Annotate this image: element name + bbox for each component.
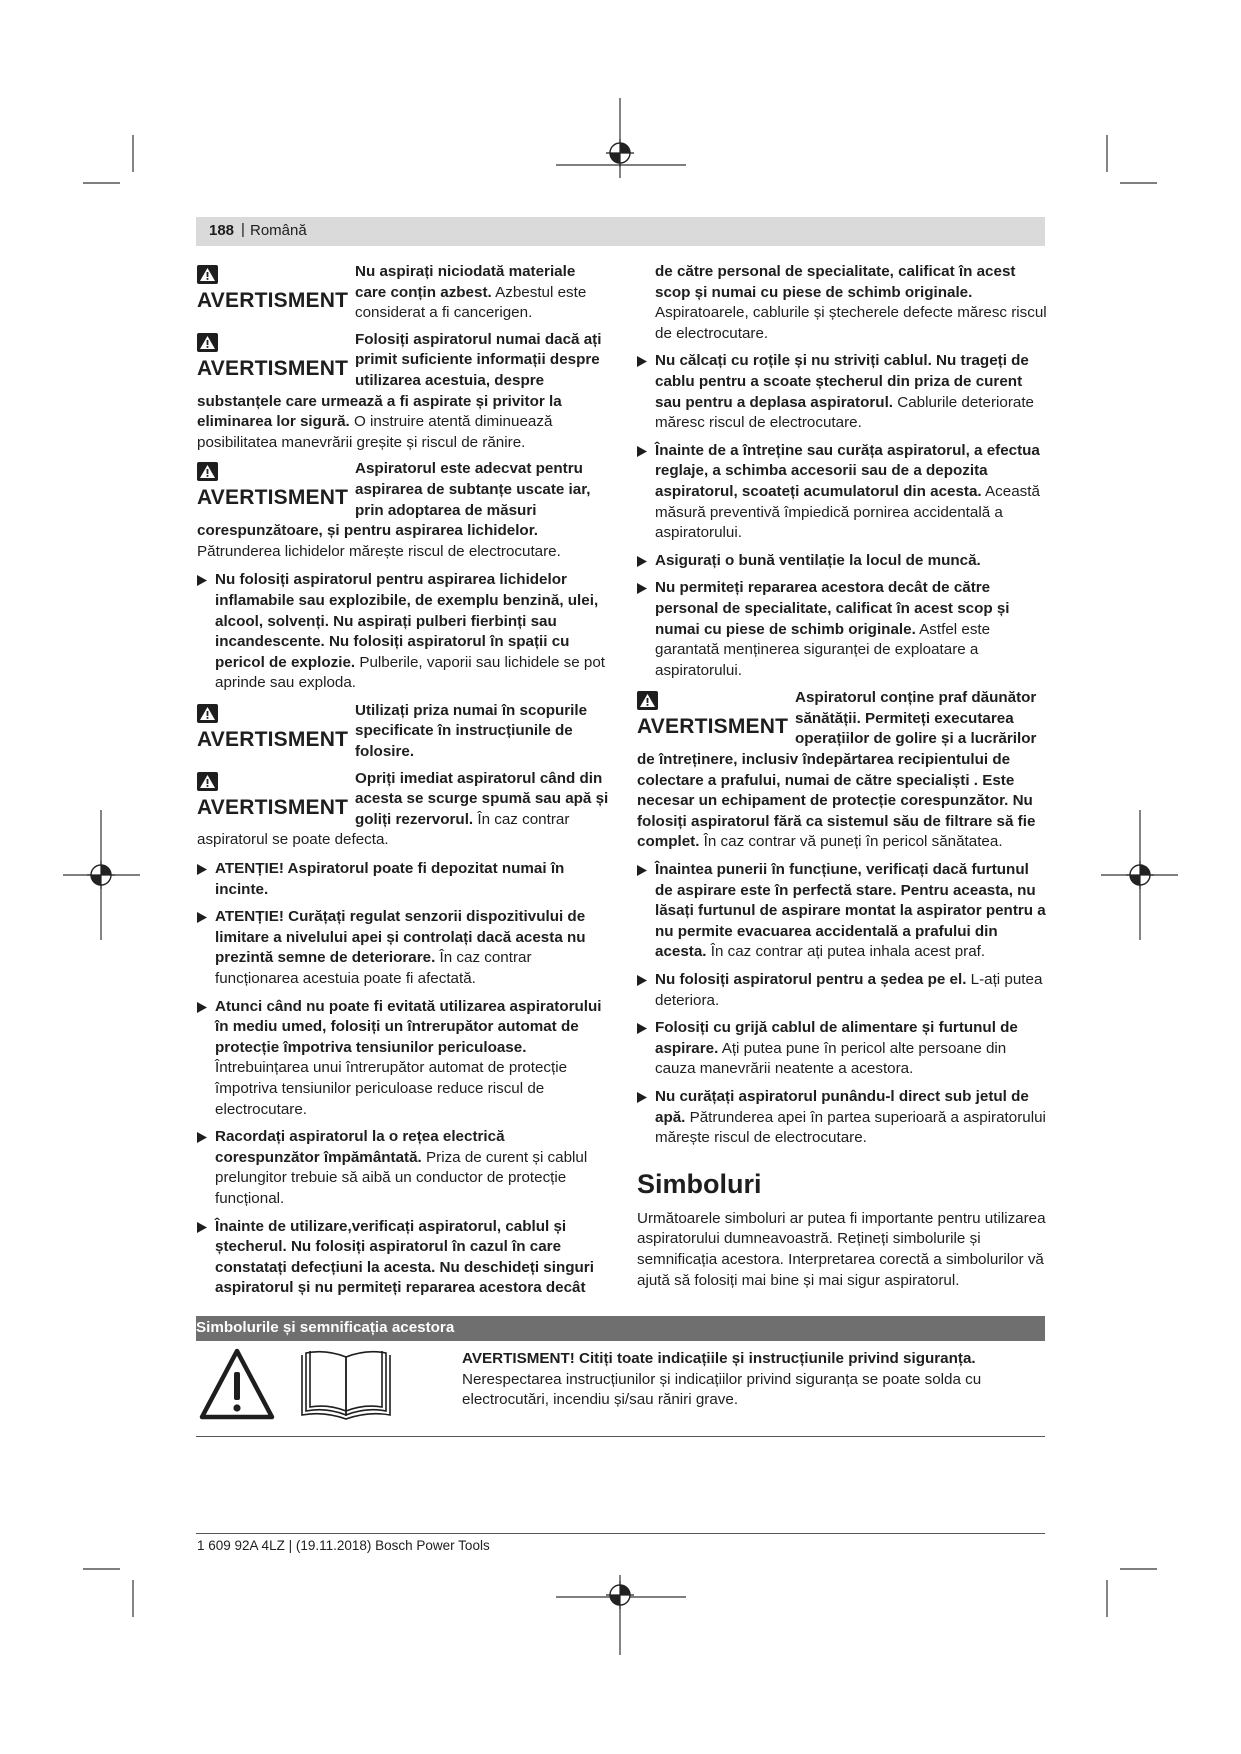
- bullet-arrow-icon: [197, 575, 207, 586]
- warning-triangle-icon: [197, 462, 218, 481]
- warning-triangle-icon: [197, 265, 218, 284]
- warning-label: [197, 262, 353, 313]
- right-column: [637, 262, 1049, 1298]
- warning-block: [197, 701, 609, 763]
- safety-bullet: Folosiți cu grijă cablul de alimentare și furtunul de aspirare. Ați putea pune în pericol alte persoane din cauza manevrării neatente a acestora.: [637, 1018, 1049, 1080]
- warning-word: AVERTISMENT: [197, 289, 349, 312]
- section-heading: Simboluri: [637, 1168, 762, 1199]
- warning-word: AVERTISMENT: [197, 356, 349, 380]
- warning-word: AVERTISMENT: [197, 795, 349, 819]
- warning-text: Folosiți aspiratorul numai dacă ați primit suficiente informații despre utilizarea acestuia, despre substanțele care urmează a fi aspirate și privitor la eliminarea lor sigură. O instruire atentă diminuează posibilitatea manevrării greșite și riscul de rănire.: [197, 330, 602, 451]
- warning-block: [197, 262, 609, 324]
- bullet-arrow-icon: [637, 446, 647, 457]
- warning-text: Aspiratorul conține praf dăunător sănătății. Permiteți executarea operațiilor de golire și a lucrărilor de întreținere, inclusiv îndepărtarea recipientului de colectare a prafului, numai de către specialiști . Este necesar un echipament de protecție corespunzător. Nu folosiți aspiratorul fără ca sistemul său de filtrare să fie complet. În caz contrar vă puneți în pericol sănătatea.: [637, 689, 1037, 851]
- bullet-arrow-icon: [637, 1092, 647, 1103]
- safety-bullet: Asigurați o bună ventilație la locul de muncă.: [637, 551, 1049, 572]
- safety-bullet: ATENȚIE! Curățați regulat senzorii dispozitivului de limitare a nivelului apei și controlați dacă acesta nu prezintă semne de deteriorare. În caz contrar funcționarea acestuia poate fi afectată.: [197, 907, 609, 989]
- page-header: [196, 217, 1045, 246]
- warning-block: [197, 459, 609, 562]
- warning-label: [197, 769, 353, 820]
- warning-text: Aspiratorul este adecvat pentru aspirarea de subtanțe uscate iar, prin adoptarea de măsuri corespunzătoare, și pentru aspirarea lichidelor. Pătrunderea lichidelor mărește riscul de electrocutare.: [197, 460, 591, 560]
- safety-bullet: Nu folosiți aspiratorul pentru aspirarea lichidelor inflamabile sau explozibile, de exemplu benzină, ulei, alcool, solvenți. Nu aspirați pulberi fierbinți sau incandescente. Nu folosiți aspiratorul în spații cu pericol de explozie. Pulberile, vaporii sau lichidele se pot aprinde sau exploda.: [197, 570, 609, 694]
- bullet-arrow-icon: [197, 1132, 207, 1143]
- safety-bullet: ATENȚIE! Aspiratorul poate fi depozitat numai în incinte.: [197, 859, 609, 900]
- warning-text: Utilizați priza numai în scopurile specificate în instrucțiunile de folosire.: [355, 701, 588, 761]
- safety-bullet: Nu curățați aspiratorul punându-l direct sub jetul de apă. Pătrunderea apei în partea superioară a aspiratorului mărește riscul de electrocutare.: [637, 1087, 1049, 1149]
- warning-word: AVERTISMENT: [197, 727, 349, 751]
- warning-triangle-icon: [197, 333, 218, 352]
- page-footer: 1 609 92A 4LZ | (19.11.2018) Bosch Power Tools: [197, 1538, 490, 1553]
- symbol-description-title: AVERTISMENT! Citiți toate indicațiile și instrucțiunile privind siguranța.: [462, 1350, 976, 1367]
- warning-label: [637, 688, 793, 739]
- safety-bullet: Nu permiteți repararea acestora decât de către personal de specialitate, calificat în acest scop și numai cu piese de schimb originale. Astfel este garantată menținerea siguranței de exploatare a aspiratorului.: [637, 578, 1049, 681]
- warning-triangle-icon: [197, 772, 218, 791]
- bullet-arrow-icon: [637, 1023, 647, 1034]
- section-paragraph: Următoarele simboluri ar putea fi importante pentru utilizarea aspiratorului dumneavoastră. Rețineți simbolurile și semnificația acestora. Interpretarea corectă a simbolurilor vă ajută să folosiți mai bine și mai sigur aspiratorul.: [637, 1209, 1046, 1289]
- warning-label: [197, 701, 353, 752]
- warning-text: Nu aspirați niciodată materiale care conțin azbest. Azbestul este considerat a fi cancerigen.: [355, 263, 587, 322]
- footer-divider: [196, 1533, 1045, 1534]
- bullet-arrow-icon: [637, 556, 647, 567]
- symbols-table-header: [196, 1316, 1045, 1341]
- page-number: 188: [209, 222, 235, 239]
- open-manual-icon: [298, 1349, 394, 1423]
- bullet-arrow-icon: [637, 865, 647, 876]
- safety-bullet: Nu călcați cu roțile și nu striviți cablul. Nu trageți de cablu pentru a scoate ștecherul din priza de curent sau pentru a deplasa aspiratorul. Cablurile deteriorate măresc riscul de electrocutare.: [637, 351, 1049, 433]
- safety-bullet: Înainte de a întreține sau curăța aspiratorul, a efectua reglaje, a schimba accesorii sau de a depozita aspiratorul, scoateți acumulatorul din acesta. Această măsură preventivă împiedică pornirea accidentală a aspiratorului.: [637, 441, 1049, 544]
- bullet-arrow-icon: [637, 356, 647, 367]
- safety-bullet: Nu folosiți aspiratorul pentru a ședea pe el. L-ați putea deteriora.: [637, 970, 1049, 1011]
- table-divider: [196, 1436, 1045, 1437]
- symbols-table-title: Simbolurile și semnificația acestora: [196, 1319, 455, 1336]
- warning-sign-icon: [198, 1347, 276, 1422]
- bullet-arrow-icon: [197, 864, 207, 875]
- header-separator: |: [241, 221, 245, 238]
- safety-bullet: Atunci când nu poate fi evitată utilizarea aspiratorului în mediu umed, folosiți un întrerupător automat de protecție împotriva tensiunilor periculoase. Întrebuințarea unui întrerupător automat de protecție împotriva tensiunilor periculoase reduce riscul de electrocutare.: [197, 997, 609, 1121]
- warning-block: [197, 330, 609, 454]
- warning-word: AVERTISMENT: [637, 715, 789, 739]
- warning-triangle-icon: [197, 704, 218, 723]
- header-language: Română: [250, 222, 307, 239]
- warning-label: [197, 330, 353, 381]
- warning-block: [197, 769, 609, 851]
- continued-paragraph: de către personal de specialitate, calificat în acest scop și numai cu piese de schimb originale. Aspiratoarele, cablurile și ștecherele defecte măresc riscul de electrocutare.: [655, 263, 1047, 342]
- safety-bullet: Racordați aspiratorul la o rețea electrică corespunzător împământată. Priza de curent și cablul prelungitor trebuie să aibă un conductor de protecție funcțional.: [197, 1127, 609, 1209]
- safety-bullet: Înaintea punerii în funcțiune, verificați dacă furtunul de aspirare este în perfectă stare. Pentru aceasta, nu lăsați furtunul de aspirare montat la aspirator pentru a nu permite evacuarea accidentală a prafului din acesta. În caz contrar ați putea inhala acest praf.: [637, 860, 1049, 963]
- bullet-arrow-icon: [637, 583, 647, 594]
- bullet-arrow-icon: [637, 975, 647, 986]
- symbol-description: [462, 1349, 1042, 1411]
- warning-word: AVERTISMENT: [197, 486, 349, 510]
- warning-block: [637, 688, 1049, 853]
- warning-text: Opriți imediat aspiratorul când din acesta se scurge spumă sau apă și goliți rezervorul. În caz contrar aspiratorul se poate defecta.: [197, 769, 609, 849]
- symbol-description-body: Nerespectarea instrucțiunilor și indicațiilor privind siguranța se poate solda cu electrocutări, incendiu și/sau răniri grave.: [462, 1370, 982, 1409]
- bullet-arrow-icon: [197, 1002, 207, 1013]
- warning-triangle-icon: [637, 691, 658, 710]
- bullet-arrow-icon: [197, 1222, 207, 1233]
- bullet-arrow-icon: [197, 912, 207, 923]
- left-column: [197, 262, 609, 1306]
- warning-label: [197, 459, 353, 510]
- safety-bullet: Înainte de utilizare,verificați aspiratorul, cablul și ștecherul. Nu folosiți aspiratorul în cazul în care constatați defecțiuni la acesta. Nu deschideți singuri aspiratorul și nu permiteți repararea acestora decât: [197, 1217, 609, 1299]
